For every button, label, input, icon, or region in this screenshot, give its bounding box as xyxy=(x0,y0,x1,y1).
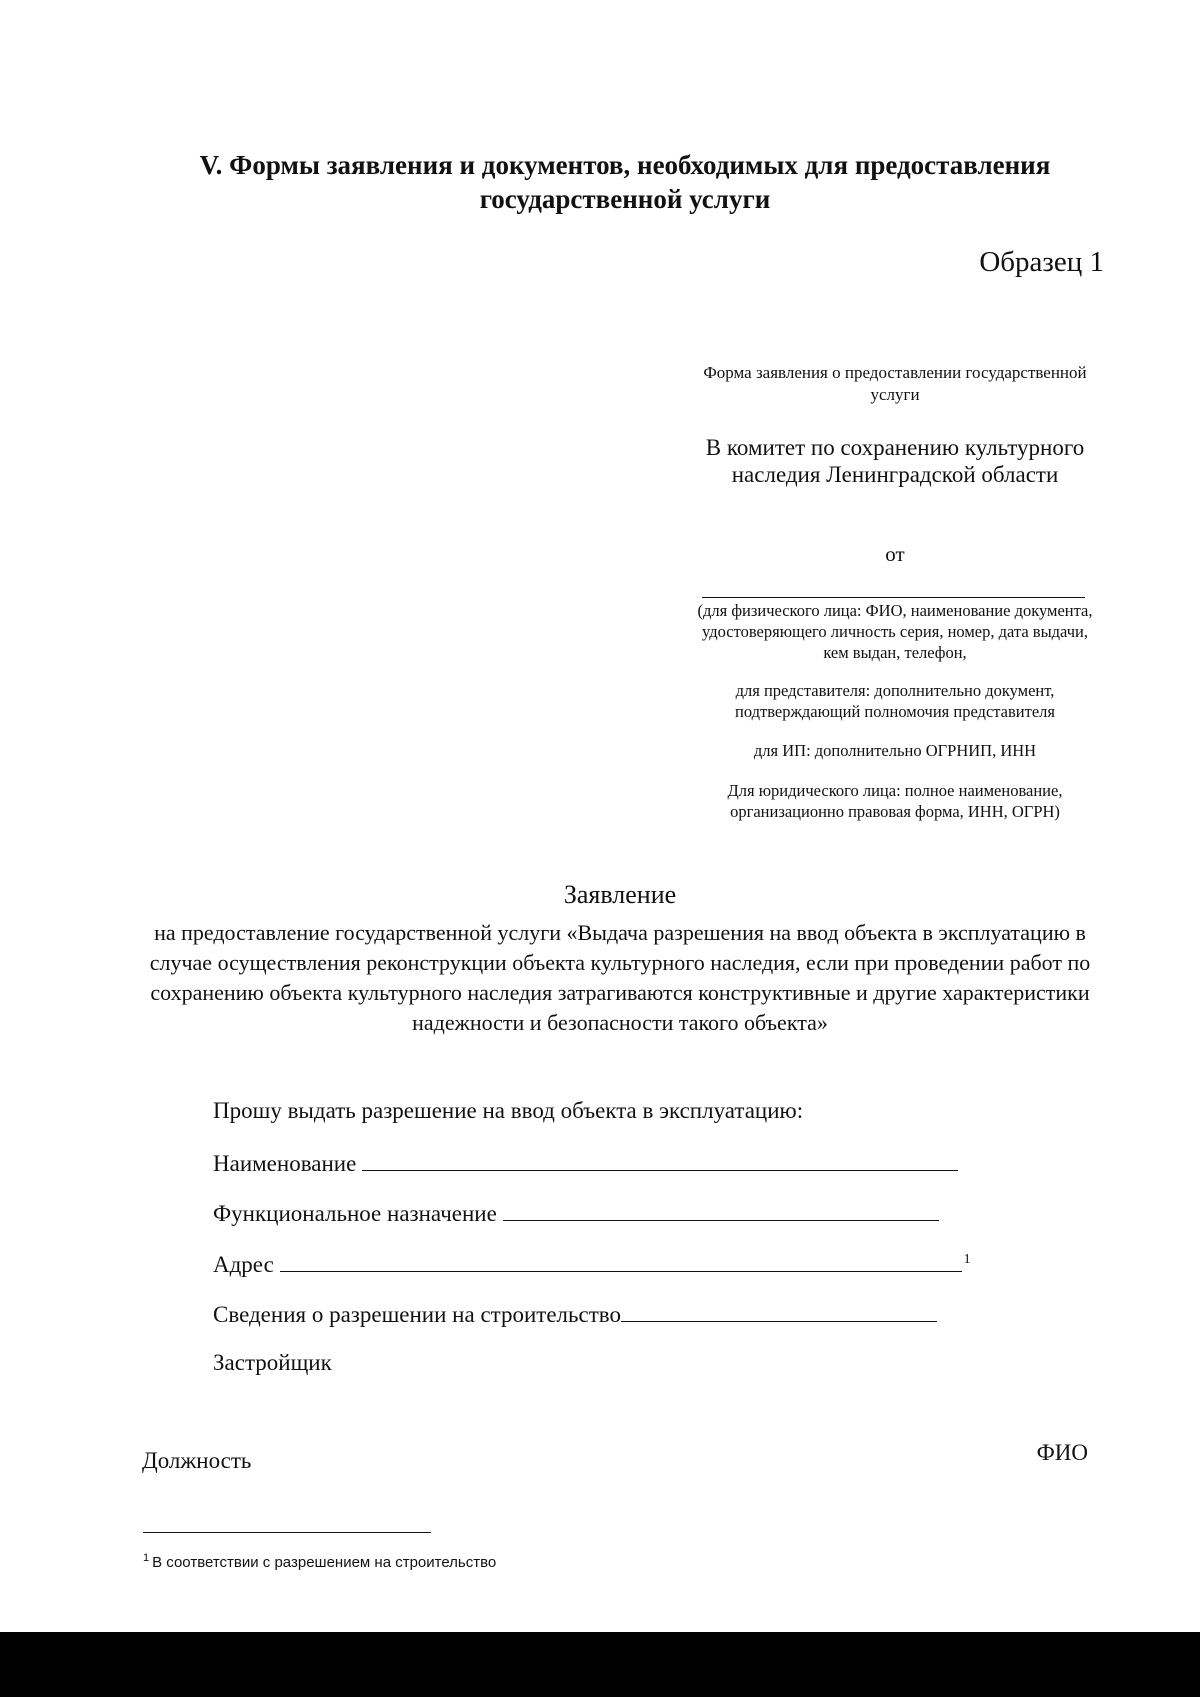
address-footnote-mark: 1 xyxy=(963,1252,971,1268)
sample-label: Образец 1 xyxy=(979,246,1104,278)
request-text: Прошу выдать разрешение на ввод объекта в эксплуатацию: xyxy=(213,1098,804,1123)
statement-title: Заявление xyxy=(563,880,677,909)
statement-subtitle: на предоставление государственной услуги «Выдача разрешения на ввод объекта в эксплуатацию в случае осуществления реконструкции объекта культурного наследия, если при проведении работ по сохранению объекта культурного наследия затрагиваются конструктивные и другие характеристики надежности и безопасности такого объекта» xyxy=(149,920,1091,1035)
field-address-row xyxy=(213,1249,971,1278)
footnote-mark: 1 xyxy=(143,1552,150,1564)
field-name-row xyxy=(213,1148,958,1177)
from-word: от xyxy=(885,542,905,566)
field-function-line xyxy=(503,1198,939,1221)
applicant-hint-legal-entity: Для юридического лица: полное наименование, организационно правовая форма, ИНН, ОГРН) xyxy=(727,781,1063,821)
addressee: В комитет по сохранению культурного наследия Ленинградской области xyxy=(705,435,1085,487)
applicant-hint-representative: для представителя: дополнительно документ, подтверждающий полномочия представителя xyxy=(734,681,1055,721)
form-caption: Форма заявления о предоставлении государственной услуги xyxy=(703,363,1087,404)
scan-border xyxy=(0,1632,1200,1697)
field-function-row xyxy=(213,1198,939,1227)
field-address-line xyxy=(280,1249,962,1272)
field-name-line xyxy=(362,1148,958,1171)
field-name-label: Наименование xyxy=(213,1151,357,1176)
field-permit-label: Сведения о разрешении на строительство xyxy=(213,1302,621,1327)
applicant-hint-entrepreneur: для ИП: дополнительно ОГРНИП, ИНН xyxy=(753,741,1037,760)
field-permit-row xyxy=(213,1299,937,1328)
field-function-label: Функциональное назначение xyxy=(213,1201,497,1226)
footnote-separator xyxy=(143,1532,431,1533)
signature-position-label: Должность xyxy=(142,1448,252,1473)
applicant-line xyxy=(702,597,1085,598)
field-address-label: Адрес xyxy=(213,1252,274,1277)
field-permit-line xyxy=(621,1299,937,1322)
section-title: V. Формы заявления и документов, необходимых для предоставления государственной услуги xyxy=(199,150,1051,214)
field-developer-label: Застройщик xyxy=(213,1350,332,1375)
footnote xyxy=(143,1552,496,1571)
footnote-text: В соответствии с разрешением на строительство xyxy=(152,1554,497,1571)
signature-fio-label: ФИО xyxy=(1036,1440,1088,1465)
applicant-hint-individual: (для физического лица: ФИО, наименование документа, удостоверяющего личность серия, номер, дата выдачи, кем выдан, телефон, xyxy=(697,601,1093,662)
field-developer-row xyxy=(213,1350,332,1376)
